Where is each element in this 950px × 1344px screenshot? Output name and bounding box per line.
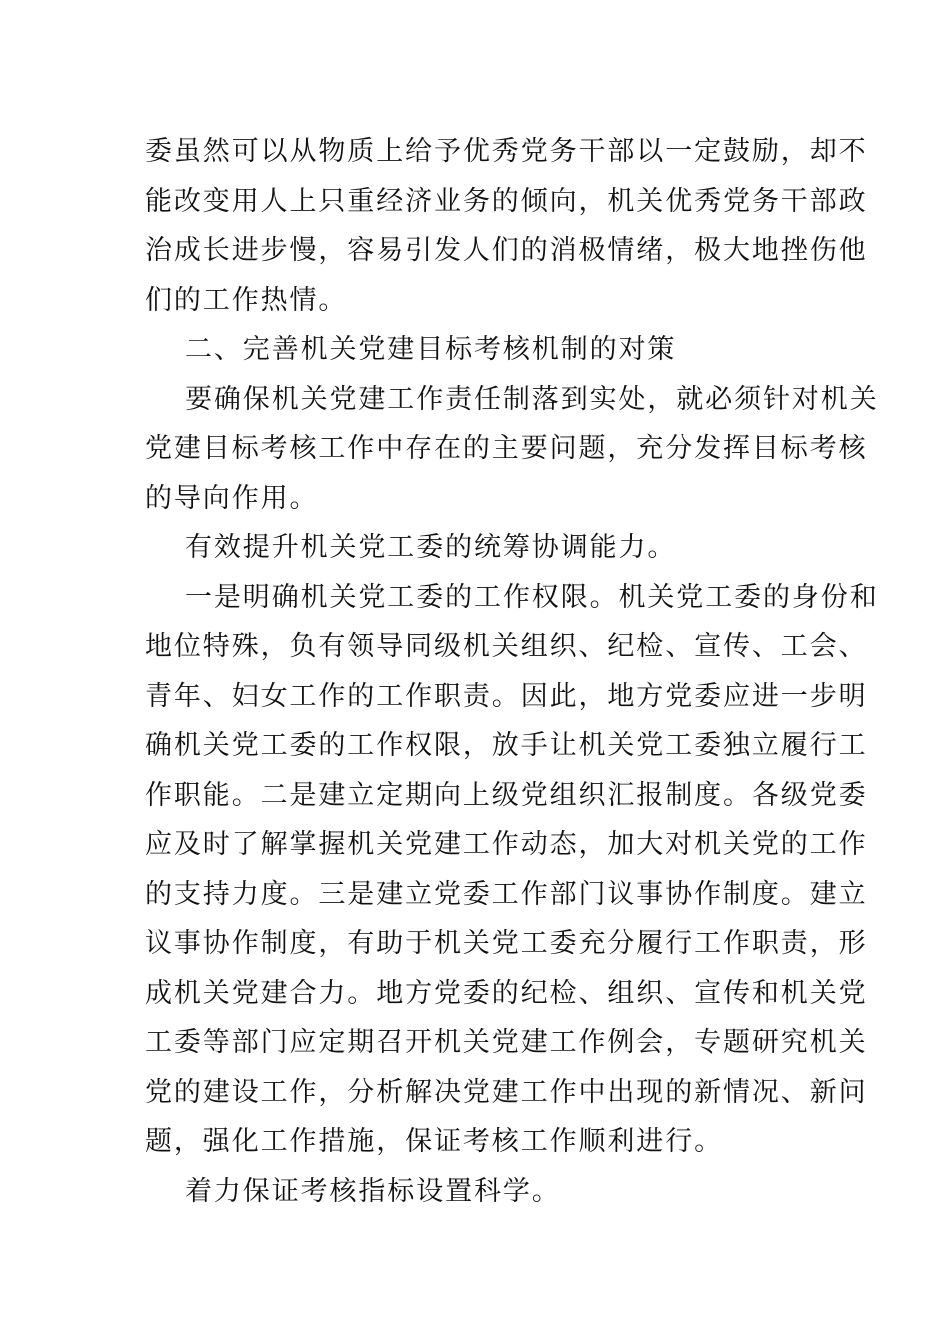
text-line: 党建目标考核工作中存在的主要问题，充分发挥目标考核 (145, 433, 868, 464)
text-line: 的支持力度。三是建立党委工作部门议事协作制度。建立 (145, 878, 868, 910)
text-line: 地位特殊，负有领导同级机关组织、纪检、宣传、工会、 (145, 631, 868, 662)
paragraph-continuation (145, 127, 868, 325)
text-line: 委虽然可以从物质上给予优秀党务干部以一定鼓励，却不 (145, 136, 868, 167)
paragraph-measures (145, 573, 879, 1167)
text-line: 作职能。二是建立定期向上级党组织汇报制度。各级党委 (145, 779, 868, 811)
text-line: 要确保机关党建工作责任制落到实处，就必须针对机关 (185, 383, 879, 415)
section-heading (145, 325, 815, 375)
text-line: 能改变用人上只重经济业务的倾向，机关优秀党务干部政 (145, 185, 868, 217)
subheading-line: 有效提升机关党工委的统筹协调能力。 (185, 532, 677, 563)
text-line: 党的建设工作，分析解决党建工作中出现的新情况、新问 (145, 1076, 868, 1108)
text-line: 的导向作用。 (145, 482, 319, 514)
text-line: 治成长进步慢，容易引发人们的消极情绪，极大地挫伤他 (145, 235, 868, 266)
paragraph-intro (145, 375, 879, 524)
text-line: 题，强化工作措施，保证考核工作顺利进行。 (145, 1126, 723, 1157)
subheading-line: 着力保证考核指标设置科学。 (185, 1175, 561, 1207)
text-line: 应及时了解掌握机关党建工作动态，加大对机关党的工作 (145, 829, 868, 860)
text-line: 议事协作制度，有助于机关党工委充分履行工作职责，形 (145, 928, 868, 959)
subheading-coordination (145, 523, 815, 573)
document-body (145, 127, 879, 1216)
text-line: 们的工作热情。 (145, 284, 348, 316)
text-line: 青年、妇女工作的工作职责。因此，地方党委应进一步明 (145, 680, 868, 712)
text-line: 成机关党建合力。地方党委的纪检、组织、宣传和机关党 (145, 977, 868, 1009)
subheading-indicators (145, 1167, 815, 1217)
heading-line: 二、完善机关党建目标考核机制的对策 (185, 334, 677, 365)
text-line: 一是明确机关党工委的工作权限。机关党工委的身份和 (185, 581, 879, 613)
text-line: 工委等部门应定期召开机关党建工作例会，专题研究机关 (145, 1027, 868, 1058)
text-line: 确机关党工委的工作权限，放手让机关党工委独立履行工 (145, 730, 868, 761)
